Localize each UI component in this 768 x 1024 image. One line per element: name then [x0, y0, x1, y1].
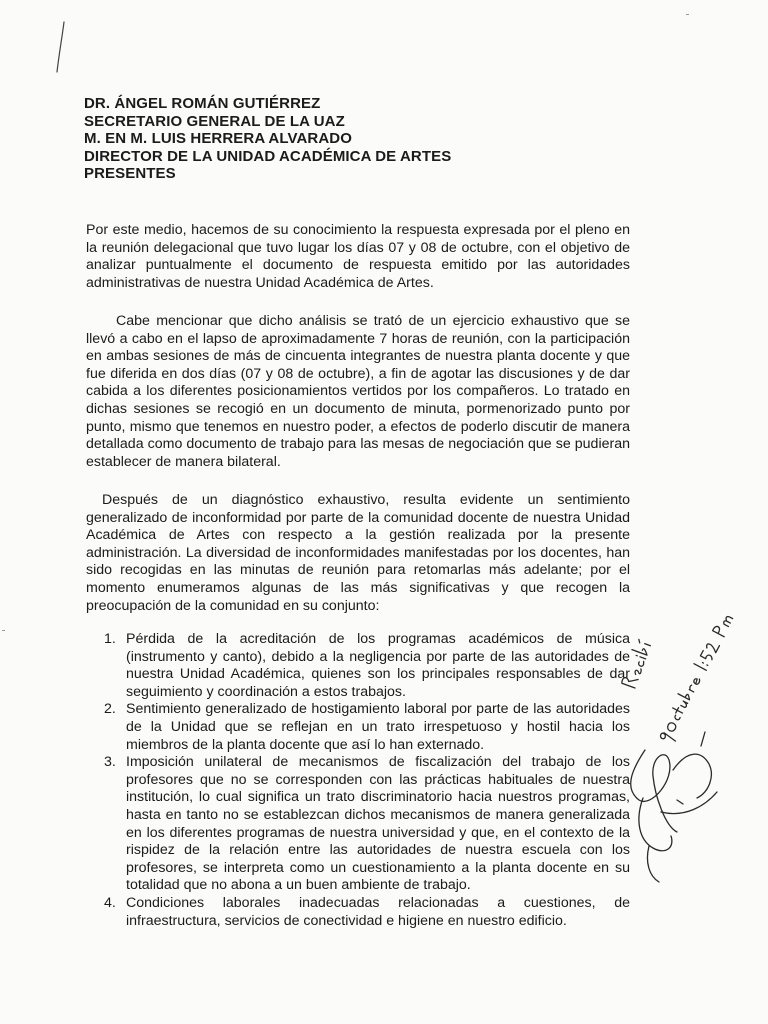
list-item-number: 3.: [104, 754, 116, 771]
list-item: [104, 701, 630, 754]
handwritten-receipt-annotation: [605, 600, 768, 900]
list-item-text: Imposición unilateral de mecanismos de fiscalización del trabajo de los profesores que no se corresponden con las prácticas habituales de nuestra institución, lo cual significa un trato discriminatorio hacia nuestros programas, hasta en tanto no se establezcan dichos mecanismos de manera generalizada en los diferentes programas de nuestra universidad y que, en el contexto de la rispidez de la relación entre las autoridades de nuestra escuela con los profesores, se interpreta como un cuestionamiento a la planta docente en su totalidad que no abona a un buen ambiente de trabajo.: [126, 754, 630, 894]
scan-speck: [2, 630, 5, 631]
body-paragraph-2: Cabe mencionar que dicho análisis se trató de un ejercicio exhaustivo que se llevó a cabo en el lapso de aproximadamente 7 horas de reunión, con la participación en ambas sesiones de más de cincuenta integrantes de nuestra planta docente y que fue diferida en dos días (07 y 08 de octubre), a fin de agotar las discusiones y de dar cabida a los diferentes posicionamientos vertidos por los compañeros. Lo tratado en dichas sesiones se recogió en un documento de minuta, pormenorizado punto por punto, mismo que tenemos en nuestro poder, a efectos de poderlo discutir de manera detallada como documento de trabajo para las mesas de negociación que se pudieran establecer de manera bilateral.: [86, 313, 630, 470]
list-item-number: 2.: [104, 701, 116, 718]
addressee-name-2: M. EN M. LUIS HERRERA ALVARADO: [84, 130, 352, 147]
grievance-list: [104, 631, 630, 930]
handwritten-signature: [631, 732, 717, 882]
list-item-text: Pérdida de la acreditación de los programas académicos de música (instrumento y canto), debido a la negligencia por parte de las autoridades de nuestra Unidad Académica, quienes son los principales responsables de dar seguimiento y coordinación a estos trabajos.: [126, 631, 630, 700]
body-paragraph-1: Por este medio, hacemos de su conocimiento la respuesta expresada por el pleno en la reunión delegacional que tuvo lugar los días 07 y 08 de octubre, con el objetivo de analizar puntualmente el documento de respuesta emitido por las autoridades administrativas de nuestra Unidad Académica de Artes.: [86, 222, 630, 291]
list-item-text: Sentimiento generalizado de hostigamiento laboral por parte de las autoridades de la Unidad que se reflejan en un trato irrespetuoso y hostil hacia los miembros de la planta docente que así lo han externado.: [126, 701, 630, 753]
list-item: [104, 895, 630, 930]
handwritten-date-note: [656, 613, 739, 745]
list-item-text: Condiciones laborales inadecuadas relacionadas a cuestiones, de infraestructura, servicios de conectividad e higiene en nuestro edificio.: [126, 894, 630, 929]
list-item: [104, 631, 630, 701]
addressee-name-1: DR. ÁNGEL ROMÁN GUTIÉRREZ: [84, 95, 321, 112]
addressee-block: [84, 95, 604, 183]
addressee-title-1: SECRETARIO GENERAL DE LA UAZ: [84, 112, 345, 130]
list-item-number: 4.: [104, 894, 116, 911]
addressee-title-2: DIRECTOR DE LA UNIDAD ACADÉMICA DE ARTES: [84, 147, 452, 165]
list-item: [104, 754, 630, 895]
addressee-greeting: PRESENTES: [84, 165, 176, 182]
scan-speck: [686, 14, 689, 15]
body-paragraph-3: Después de un diagnóstico exhaustivo, resulta evidente un sentimiento generalizado de inconformidad por parte de la comunidad docente de nuestra Unidad Académica de Artes con respecto a la gestión realizada por la presente administración. La diversidad de inconformidades manifestadas por los docentes, han sido recogidas en las minutas de reunión para retomarlas más adelante; por el momento enumeramos algunas de las más significativas y que recogen la preocupación de la comunidad en su conjunto:: [86, 492, 630, 614]
list-item-number: 1.: [104, 631, 116, 647]
pen-stroke-mark: [50, 20, 70, 75]
handwritten-received-note: [620, 638, 651, 688]
